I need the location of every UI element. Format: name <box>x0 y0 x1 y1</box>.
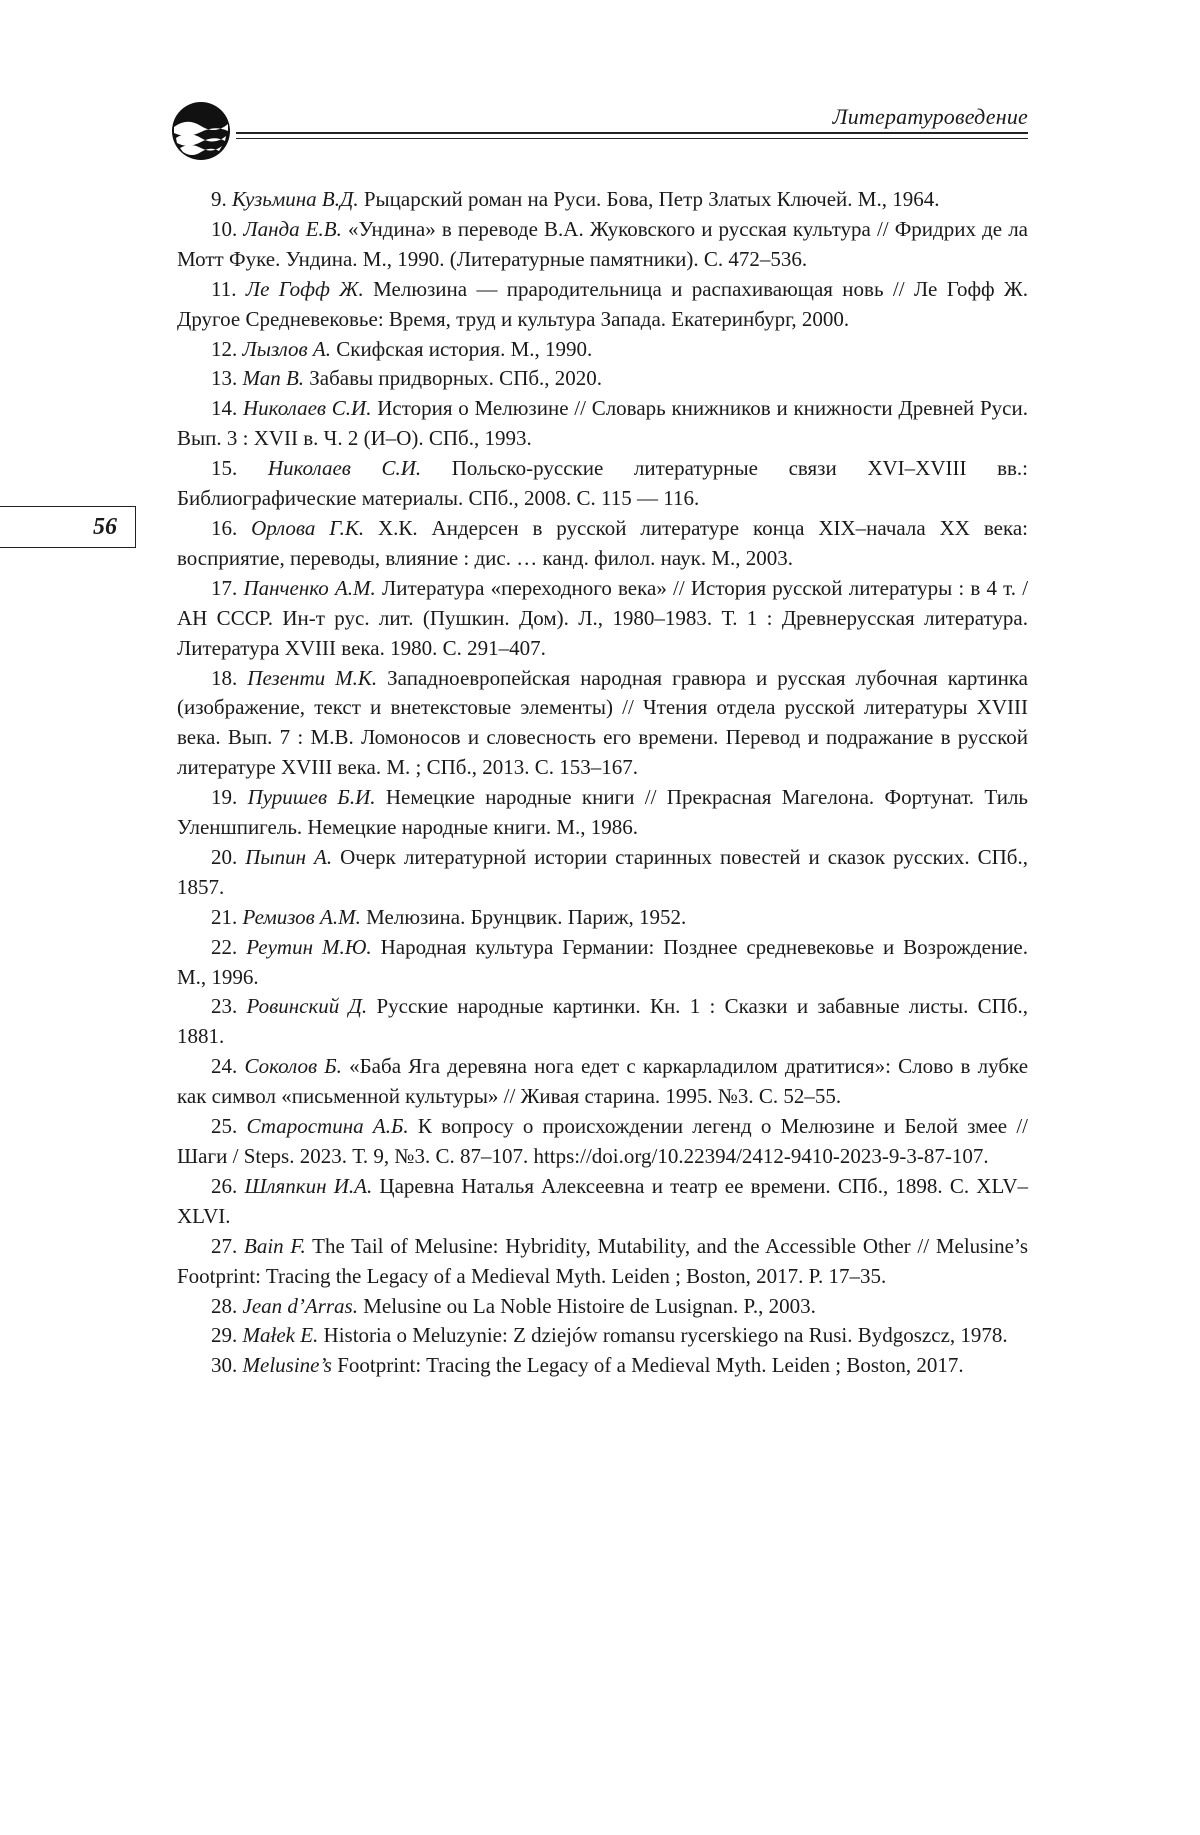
reference-author: Ланда Е.В. <box>243 216 342 241</box>
reference-text: Скифская история. М., 1990. <box>336 336 593 361</box>
reference-item <box>177 664 1028 784</box>
reference-item <box>177 364 1028 394</box>
reference-author: Melusine’s <box>242 1353 332 1378</box>
reference-number: 26. <box>211 1173 238 1198</box>
reference-item <box>177 215 1028 275</box>
reference-author: Пуришев Б.И. <box>247 785 376 810</box>
reference-text: Польско-русские литературные связи XVI–XVIII вв.: Библиографические материалы. СПб., 2008. С. 115 — 116. <box>177 456 1028 511</box>
reference-number: 30. <box>211 1353 238 1378</box>
reference-item <box>177 903 1028 933</box>
reference-text: Очерк литературной истории старинных повестей и сказок русских. СПб., 1857. <box>177 844 1028 899</box>
reference-author: Панченко А.М. <box>243 575 376 600</box>
page-number-box <box>0 506 136 548</box>
reference-number: 28. <box>211 1293 238 1318</box>
reference-text: Рыцарский роман на Руси. Бова, Петр Златых Ключей. М., 1964. <box>363 187 940 211</box>
reference-text: Мелюзина. Брунцвик. Париж, 1952. <box>366 904 687 929</box>
reference-number: 22. <box>211 934 238 959</box>
reference-author: Jean d’Arras. <box>242 1293 358 1318</box>
reference-text: «Ундина» в переводе В.А. Жуковского и русская культура // Фридрих де ла Мотт Фуке. Ундина. М., 1990. (Литературные памятники). С. 472–536. <box>177 216 1028 271</box>
reference-item <box>177 335 1028 365</box>
reference-item <box>177 783 1028 843</box>
reference-number: 20. <box>211 844 238 869</box>
reference-author: Пезенти М.К. <box>247 665 378 690</box>
reference-text: Historia o Meluzynie: Z dziejów romansu rycerskiego na Rusi. Bydgoszcz, 1978. <box>323 1323 1008 1348</box>
section-title: Литературоведение <box>832 104 1028 129</box>
reference-number: 25. <box>211 1114 238 1139</box>
reference-author: Кузьмина В.Д. <box>232 187 359 211</box>
reference-number: 23. <box>211 994 238 1019</box>
reference-text: Литература «переходного века» // История русской литературы : в 4 т. / АН СССР. Ин-т рус. лит. (Пушкин. Дом). Л., 1980–1983. Т. 1 : Древнерусская литература. Литература XVIII века. 1980. С. 291–407. <box>177 575 1029 660</box>
reference-item <box>177 1351 1028 1381</box>
reference-text: Западноевропейская народная гравюра и русская лубочная картинка (изображение, текст и внетекстовые элементы) // Чтения отдела русской литературы XVIII века. Вып. 7 : М.В. Ломоносов и словесность его времени. Перевод и подражание в русской литературе XVIII века. М. ; СПб., 2013. С. 153–167. <box>177 665 1029 780</box>
header-rule-thin <box>236 138 1028 139</box>
reference-number: 16. <box>211 515 238 540</box>
reference-item <box>177 843 1028 903</box>
reference-number: 27. <box>211 1233 238 1258</box>
reference-text: Melusine ou La Noble Histoire de Lusignan. P., 2003. <box>363 1293 816 1318</box>
wave-logo-icon <box>170 100 232 162</box>
reference-text: Русские народные картинки. Кн. 1 : Сказки и забавные листы. СПб., 1881. <box>177 994 1029 1049</box>
reference-item <box>177 1292 1028 1322</box>
reference-number: 13. <box>211 366 238 391</box>
reference-author: Лызлов А. <box>242 336 331 361</box>
reference-author: Пыпин А. <box>245 844 333 869</box>
reference-author: Ремизов А.М. <box>242 904 361 929</box>
reference-number: 12. <box>211 336 238 361</box>
reference-item <box>177 454 1028 514</box>
reference-text: Footprint: Tracing the Legacy of a Medieval Myth. Leiden ; Boston, 2017. <box>337 1353 964 1378</box>
reference-item <box>177 514 1028 574</box>
reference-number: 15. <box>211 456 238 481</box>
reference-author: Bain F. <box>244 1233 306 1258</box>
reference-item <box>177 1052 1028 1112</box>
page-number: 56 <box>93 514 117 540</box>
reference-text: Царевна Наталья Алексеевна и театр ее времени. СПб., 1898. С. XLV–XLVI. <box>177 1173 1029 1228</box>
reference-item <box>177 1172 1028 1232</box>
reference-number: 21. <box>211 904 238 929</box>
reference-number: 19. <box>211 785 238 810</box>
reference-author: Орлова Г.К. <box>251 515 365 540</box>
reference-author: Старостина А.Б. <box>246 1114 409 1139</box>
reference-list <box>177 185 1028 1381</box>
reference-author: Ровинский Д. <box>246 994 368 1019</box>
reference-text: Мелюзина — прародительница и распахивающая новь // Ле Гофф Ж. Другое Средневековье: Время, труд и культура Запада. Екатеринбург, 2000. <box>177 276 1028 331</box>
reference-text: Забавы придворных. СПб., 2020. <box>309 366 603 391</box>
reference-item <box>177 992 1028 1052</box>
reference-text: История о Мелюзине // Словарь книжников и книжности Древней Руси. Вып. 3 : XVII в. Ч. 2 (И–О). СПб., 1993. <box>177 396 1028 451</box>
reference-author: Николаев С.И. <box>243 396 372 421</box>
reference-author: Николаев С.И. <box>267 456 422 481</box>
reference-text: К вопросу о происхождении легенд о Мелюзине и Белой змее // Шаги / Steps. 2023. Т. 9, №3. С. 87–107. https://doi.org/10.22394/2412-9410-2023-9-3-87-107. <box>177 1114 1029 1168</box>
reference-author: Ле Гофф Ж. <box>245 276 364 301</box>
reference-item <box>177 1321 1028 1351</box>
reference-item <box>177 1112 1028 1172</box>
reference-number: 17. <box>211 575 238 600</box>
running-header <box>170 96 1028 166</box>
reference-number: 24. <box>211 1054 238 1079</box>
reference-number: 18. <box>211 665 238 690</box>
reference-author: Мап В. <box>242 366 305 391</box>
reference-text: Народная культура Германии: Позднее средневековье и Возрождение. М., 1996. <box>177 934 1028 989</box>
reference-number: 14. <box>211 396 238 421</box>
header-rule <box>236 132 1028 134</box>
reference-author: Соколов Б. <box>244 1054 342 1079</box>
reference-author: Шляпкин И.А. <box>244 1173 373 1198</box>
reference-number: 10. <box>211 216 238 241</box>
reference-number: 9. <box>211 187 227 211</box>
reference-text: «Баба Яга деревяна нога едет с каркарладилом дратитися»: Слово в лубке как символ «письменной культуры» // Живая старина. 1995. №3. С. 52–55. <box>177 1054 1029 1109</box>
reference-author: Małek E. <box>242 1323 319 1348</box>
reference-number: 29. <box>211 1323 238 1348</box>
reference-text: Немецкие народные книги // Прекрасная Магелона. Фортунат. Тиль Уленшпигель. Немецкие народные книги. М., 1986. <box>177 785 1028 840</box>
reference-item <box>177 275 1028 335</box>
reference-item <box>177 394 1028 454</box>
reference-item <box>177 933 1028 993</box>
reference-item <box>177 1232 1028 1292</box>
reference-text: Х.К. Андерсен в русской литературе конца XIX–начала XX века: восприятие, переводы, влияние : дис. … канд. филол. наук. М., 2003. <box>177 515 1028 570</box>
reference-author: Реутин М.Ю. <box>246 934 372 959</box>
reference-item <box>177 185 1028 215</box>
reference-item <box>177 574 1028 664</box>
reference-text: The Tail of Melusine: Hybridity, Mutability, and the Accessible Other // Melusine’s Footprint: Tracing the Legacy of a Medieval Myth. Leiden ; Boston, 2017. P. 17–35. <box>177 1233 1028 1288</box>
reference-number: 11. <box>211 276 237 301</box>
